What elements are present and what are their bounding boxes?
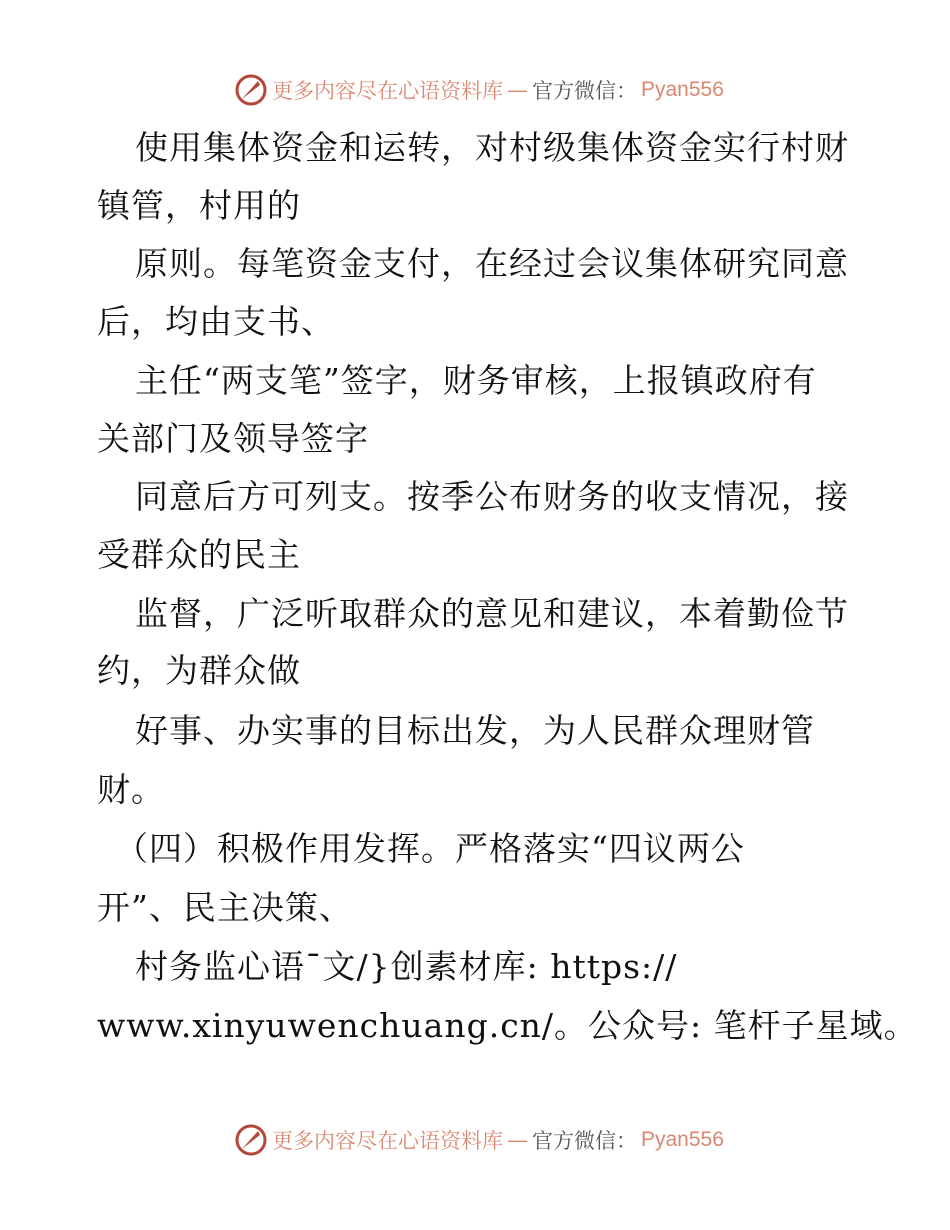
body-line: 原则。每笔资金支付，在经过会议集体研究同意 (135, 244, 849, 283)
body-line: 镇管，村用的 (97, 186, 301, 225)
quill-logo-icon (234, 1123, 268, 1157)
body-line: 后，均由支书、 (97, 302, 335, 341)
quill-logo-icon (234, 73, 268, 107)
banner-wechat-label: 官方微信： (532, 1129, 637, 1153)
banner-wechat-label: 官方微信： (532, 79, 637, 103)
body-line: 开”、民主决策、 (97, 888, 353, 927)
body-line: 好事、办实事的目标出发，为人民群众理财管 (135, 711, 815, 750)
body-line: 同意后方可列支。按季公布财务的收支情况，接 (135, 477, 849, 516)
section-heading-line: （四）积极作用发挥。严格落实“四议两公 (115, 829, 745, 868)
header-watermark-banner (234, 72, 724, 108)
body-line: 关部门及领导签字 (97, 419, 369, 458)
body-line: 受群众的民主 (97, 535, 301, 574)
body-line: 使用集体资金和运转，对村级集体资金实行村财 (135, 128, 849, 167)
banner-site-text: 更多内容尽在心语资料库 (272, 79, 503, 103)
body-line: 约，为群众做 (97, 651, 301, 690)
banner-dash: — (507, 78, 528, 102)
banner-dash: — (507, 1128, 528, 1152)
banner-site-text: 更多内容尽在心语资料库 (272, 1129, 503, 1153)
footer-watermark-banner (234, 1122, 724, 1158)
banner-wechat-id: Pyan556 (641, 1128, 724, 1151)
body-line: 财。 (97, 770, 165, 809)
banner-wechat-id: Pyan556 (641, 78, 724, 101)
body-line: 村务监心语¯文/}创素材库: https:// (135, 947, 678, 986)
body-line: 监督，广泛听取群众的意见和建议，本着勤俭节 (135, 594, 849, 633)
body-line: www.xinyuwenchuang.cn/。公众号: 笔杆子星域。 (97, 1006, 918, 1045)
body-line: 主任“两支笔”签字，财务审核，上报镇政府有 (135, 361, 817, 400)
